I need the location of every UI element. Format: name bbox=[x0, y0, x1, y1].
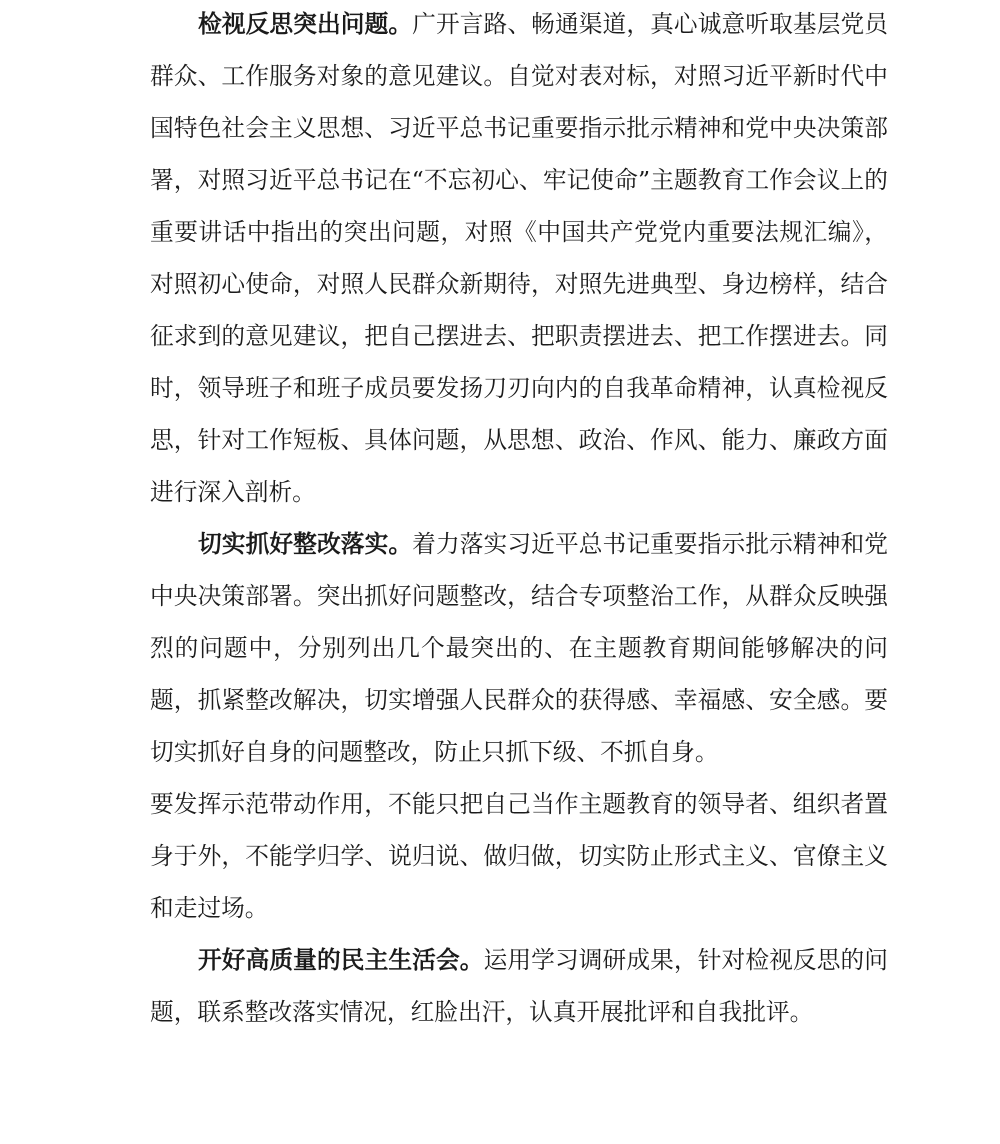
document-body bbox=[150, 0, 888, 1038]
paragraph-3-text: 要发挥示范带动作用，不能只把自己当作主题教育的领导者、组织者置身于外，不能学归学、说归说、做归做，切实防止形式主义、官僚主义和走过场。 bbox=[150, 790, 888, 922]
paragraph-1-bold-lead: 检视反思突出问题。 bbox=[198, 10, 413, 38]
paragraph-4-text: 运用学习调研成果，针对检视反思的问题，联系整改落实情况，红脸出汗，认真开展批评和自我批评。 bbox=[150, 946, 888, 1026]
paragraph-rectification-implementation bbox=[150, 518, 888, 778]
paragraph-exemplary-role bbox=[150, 778, 888, 934]
paragraph-democratic-life-meeting bbox=[150, 934, 888, 1038]
paragraph-inspect-reflect-issues bbox=[150, 0, 888, 518]
paragraph-1-text: 广开言路、畅通渠道，真心诚意听取基层党员群众、工作服务对象的意见建议。自觉对表对标，对照习近平新时代中国特色社会主义思想、习近平总书记重要指示批示精神和党中央决策部署，对照习近平总书记在“不忘初心、牢记使命”主题教育工作会议上的重要讲话中指出的突出问题，对照《中国共产党党内重要法规汇编》，对照初心使命，对照人民群众新期待，对照先进典型、身边榜样，结合征求到的意见建议，把自己摆进去、把职责摆进去、把工作摆进去。同时，领导班子和班子成员要发扬刀刃向内的自我革命精神，认真检视反思，针对工作短板、具体问题，从思想、政治、作风、能力、廉政方面进行深入剖析。 bbox=[150, 10, 888, 506]
paragraph-2-text: 着力落实习近平总书记重要指示批示精神和党中央决策部署。突出抓好问题整改，结合专项整治工作，从群众反映强烈的问题中，分别列出几个最突出的、在主题教育期间能够解决的问题，抓紧整改解决，切实增强人民群众的获得感、幸福感、安全感。要切实抓好自身的问题整改，防止只抓下级、不抓自身。 bbox=[150, 530, 888, 766]
paragraph-2-bold-lead: 切实抓好整改落实。 bbox=[198, 530, 413, 558]
paragraph-4-bold-lead: 开好高质量的民主生活会。 bbox=[198, 946, 484, 974]
